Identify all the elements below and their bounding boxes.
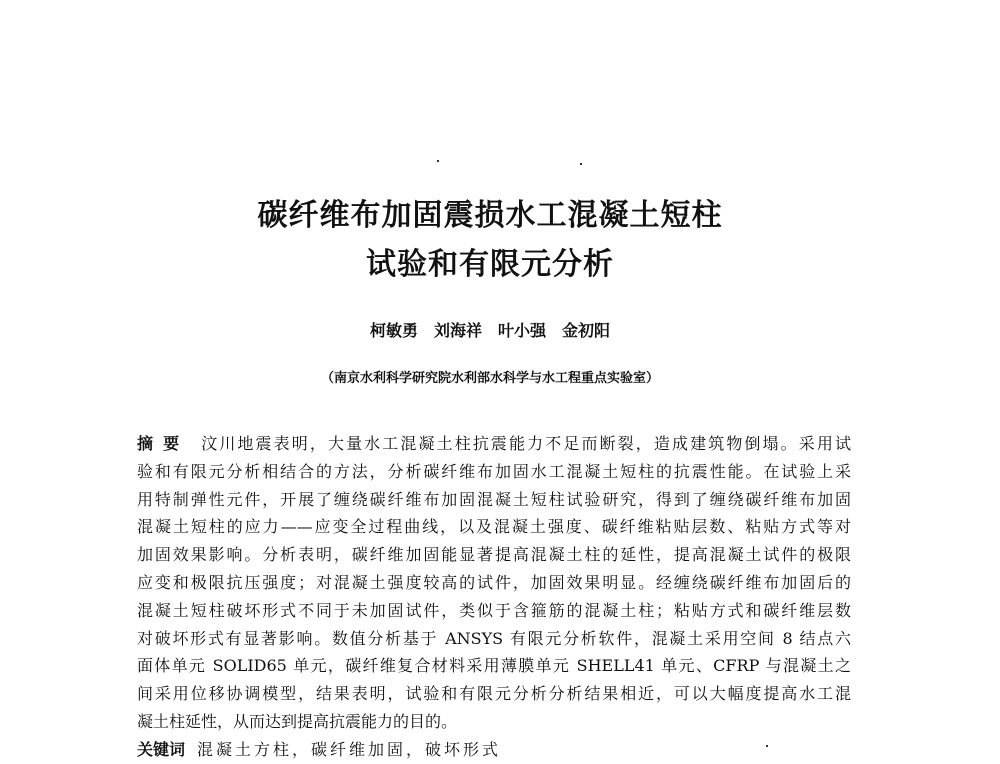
abstract-line: 验和有限元分析相结合的方法，分析碳纤维布加固水工混凝土短柱的抗震性能。在试验上采 xyxy=(137,461,851,481)
abstract-line: 混凝土短柱破坏形式不同于未加固试件，类似于含箍筋的混凝土柱；粘贴方式和碳纤维层数 xyxy=(137,600,851,620)
abstract-line: 对破坏形式有显著影响。数值分析基于 ANSYS 有限元分析软件，混凝土采用空间 8 结点六 xyxy=(137,628,851,648)
keywords-text: 混凝土方柱，碳纤维加固，破坏形式 xyxy=(197,739,502,759)
abstract-line: 凝土柱延性，从而达到提高抗震能力的目的。 xyxy=(137,711,458,731)
abstract-line: 混凝土短柱的应力——应变全过程曲线，以及混凝土强度、碳纤维粘贴层数、粘贴方式等对 xyxy=(137,517,851,537)
abstract-line xyxy=(137,430,851,458)
abstract-line: 用特制弹性元件，开展了缠绕碳纤维布加固混凝土短柱试验研究，得到了缠绕碳纤维布加固 xyxy=(137,489,851,509)
scan-speck xyxy=(580,163,582,165)
abstract-line: 应变和极限抗压强度；对混凝土强度较高的试件，加固效果明显。经缠绕碳纤维布加固后的 xyxy=(137,572,851,592)
keywords-line xyxy=(137,736,851,764)
abstract-line: 间采用位移协调模型，结果表明，试验和有限元分析分析结果相近，可以大幅度提高水工混 xyxy=(137,684,851,704)
abstract-line: 面体单元 SOLID65 单元，碳纤维复合材料采用薄膜单元 SHELL41 单元、CFRP 与混凝土之 xyxy=(137,656,851,676)
abstract-label: 摘要 xyxy=(137,434,190,453)
abstract-line: 加固效果影响。分析表明，碳纤维加固能显著提高混凝土柱的延性，提高混凝土试件的极限 xyxy=(137,545,851,565)
authors: 柯敏勇 刘海祥 叶小强 金初阳 xyxy=(369,321,610,340)
scan-speck xyxy=(437,160,439,162)
affiliation: （南京水利科学研究院水利部水科学与水工程重点实验室） xyxy=(320,371,659,386)
paper-title-line-1: 碳纤维布加固震损水工混凝土短柱 xyxy=(257,198,723,233)
abstract-text: 汶川地震表明，大量水工混凝土柱抗震能力不足而断裂，造成建筑物倒塌。采用试 xyxy=(201,434,851,453)
keywords-label: 关键词 xyxy=(137,739,186,759)
abstract xyxy=(137,430,851,764)
paper-title-line-2: 试验和有限元分析 xyxy=(366,247,614,282)
